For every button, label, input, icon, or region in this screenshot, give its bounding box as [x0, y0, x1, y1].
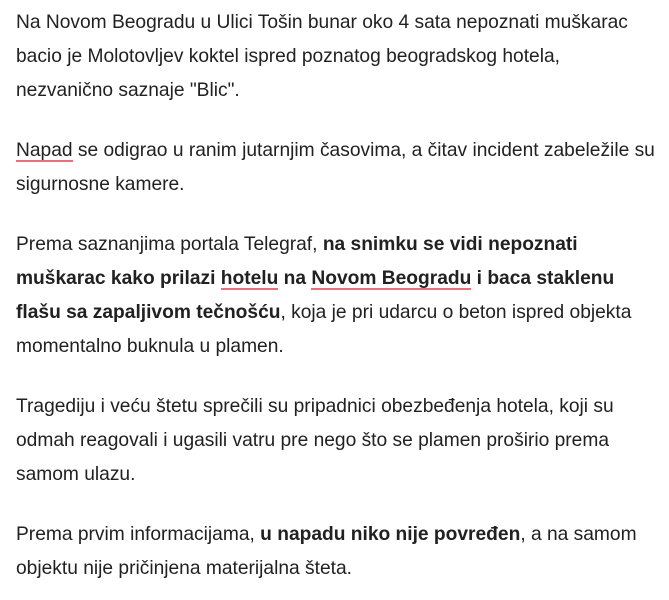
paragraph-2-text: se odigrao u ranim jutarnjim časovima, a čitav incident zabeležile su sigurnosne kamere. — [16, 140, 655, 195]
paragraph-1 — [16, 6, 659, 108]
link-hotelu[interactable]: hotelu — [220, 268, 279, 289]
paragraph-5 — [16, 518, 659, 586]
paragraph-3 — [16, 228, 659, 364]
paragraph-4 — [16, 390, 659, 492]
paragraph-3-tail: , koja je pri udarcu o beton ispred objekta momentalno buknula u plamen. — [16, 302, 632, 357]
link-napad[interactable]: Napad — [16, 140, 73, 161]
paragraph-1-text: Na Novom Beogradu u Ulici Tošin bunar oko 4 sata nepoznati muškarac bacio je Molotovljev koktel ispred poznatog beogradskog hotela, nezvanično saznaje "Blic". — [16, 12, 628, 101]
paragraph-3-lead: Prema saznanjima portala Telegraf, — [16, 234, 323, 255]
paragraph-5-lead: Prema prvim informacijama, — [16, 524, 261, 545]
paragraph-3-bold-c: i baca staklenu flašu sa zapaljivom tečnošću — [16, 268, 615, 323]
paragraph-4-text: Tragediju i veću štetu sprečili su pripadnici obezbeđenja hotela, koji su odmah reagovali i ugasili vatru pre nego što se plamen proširio prema samom ulazu. — [16, 396, 614, 485]
paragraph-2 — [16, 134, 659, 202]
paragraph-5-tail: , a na samom objektu nije pričinjena materijalna šteta. — [16, 524, 637, 579]
link-novom-beogradu[interactable]: Novom Beogradu — [311, 268, 472, 289]
paragraph-5-bold: u napadu niko nije povređen — [260, 524, 521, 545]
paragraph-3-bold-a: na snimku se vidi nepoznati muškarac kako prilazi — [16, 234, 578, 289]
paragraph-3-bold-b: na — [278, 268, 312, 289]
